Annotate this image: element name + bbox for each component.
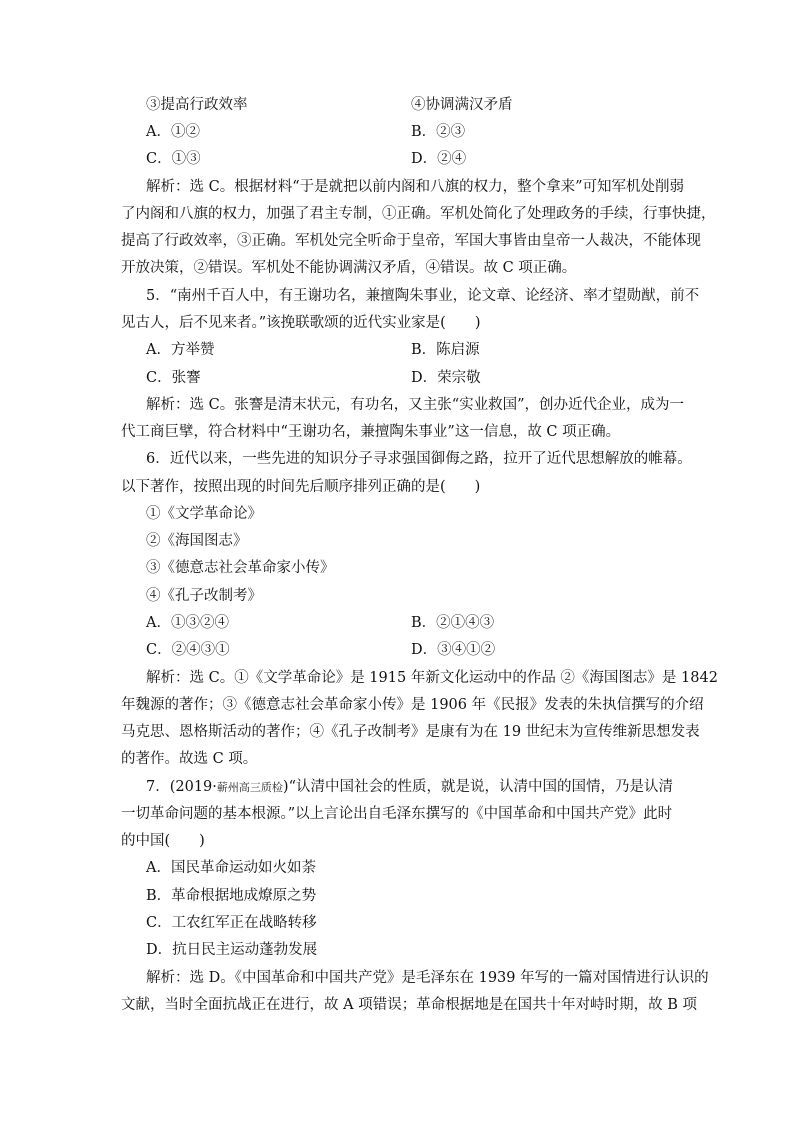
q6-analysis-line: 的著作。故选 C 项。 <box>121 751 258 767</box>
q4-analysis-line: 提高了行政效率，③正确。军机处完全听命于皇帝，军国大事皆由皇帝一人裁决，不能体现 <box>121 233 701 249</box>
q7-stem-text: )“认清中国社会的性质，就是说，认清中国的国情，乃是认清 <box>282 779 673 795</box>
q6-choice-a: A．①③②④ <box>146 615 229 631</box>
q4-option-3: ③提高行政效率 <box>146 97 248 113</box>
q4-choice-b: B．②③ <box>411 124 466 140</box>
q7-analysis-line: 解析：选 D。《中国革命和中国共产党》是毛泽东在 1939 年写的一篇对国情进行认识的 <box>146 970 709 986</box>
q6-item: ①《文学革命论》 <box>146 506 262 522</box>
q5-choice-a: A．方举赞 <box>146 342 215 358</box>
q5-choice-d: D．荣宗敬 <box>411 370 481 386</box>
q4-choice-c: C．①③ <box>146 151 201 167</box>
q6-analysis-line: 年魏源的著作；③《德意志社会革命家小传》是 1906 年《民报》发表的朱执信撰写的介绍 <box>121 697 704 713</box>
q7-stem-first-line <box>146 777 673 798</box>
q6-stem-line: 6．近代以来，一些先进的知识分子寻求强国御侮之路，拉开了近代思想解放的帷幕。 <box>146 451 692 467</box>
q5-choice-c: C．张謇 <box>146 370 201 386</box>
q6-choice-c: C．②④③① <box>146 642 230 658</box>
q7-source-tag: 蕲州高三质检 <box>216 781 283 794</box>
q6-choice-d: D．③④①② <box>411 642 496 658</box>
q4-option-4: ④协调满汉矛盾 <box>411 97 513 113</box>
q7-number: 7．(2019· <box>146 779 217 795</box>
q4-analysis-line: 解析：选 C。根据材料“于是就把以前内阁和八旗的权力，整个拿来”可知军机处削弱 <box>146 179 685 195</box>
q4-choice-a: A．①② <box>146 124 200 140</box>
q6-analysis-line: 马克思、恩格斯活动的著作；④《孔子改制考》是康有为在 19 世纪末为宣传维新思想发表 <box>121 724 700 740</box>
q5-stem-line: 见古人，后不见来者。”该挽联歌颂的近代实业家是( ) <box>121 315 481 331</box>
q5-analysis-line: 解析：选 C。张謇是清末状元，有功名，又主张“实业救国”，创办近代企业，成为一 <box>146 397 685 413</box>
q7-choice-d: D．抗日民主运动蓬勃发展 <box>146 942 318 958</box>
q6-item: ②《海国图志》 <box>146 533 248 549</box>
q6-stem-line: 以下著作，按照出现的时间先后顺序排列正确的是( ) <box>121 479 481 495</box>
q6-choice-b: B．②①④③ <box>411 615 495 631</box>
q6-item: ④《孔子改制考》 <box>146 588 262 604</box>
q7-stem-line: 一切革命问题的基本根源。”以上言论出自毛泽东撰写的《中国革命和中国共产党》此时 <box>121 806 673 822</box>
q5-stem-line: 5．“南州千百人中，有王谢功名，兼擅陶朱事业，论文章、论经济、率才望勋猷，前不 <box>146 288 700 304</box>
q7-choice-a: A．国民革命运动如火如荼 <box>146 860 316 876</box>
q7-analysis-line: 文献，当时全面抗战正在进行，故 A 项错误；革命根据地是在国共十年对峙时期，故 B 项 <box>121 997 698 1013</box>
q6-item: ③《德意志社会革命家小传》 <box>146 560 335 576</box>
q7-stem-line: 的中国( ) <box>121 833 205 849</box>
q5-choice-b: B．陈启源 <box>411 342 480 358</box>
q5-analysis-line: 代工商巨擘，符合材料中“王谢功名，兼擅陶朱事业”这一信息，故 C 项正确。 <box>121 424 621 440</box>
q4-analysis-line: 开放决策，②错误。军机处不能协调满汉矛盾，④错误。故 C 项正确。 <box>121 260 577 276</box>
q7-choice-b: B．革命根据地成燎原之势 <box>146 888 317 904</box>
q4-choice-d: D．②④ <box>411 151 467 167</box>
q4-analysis-line: 了内阁和八旗的权力，加强了君主专制，①正确。军机处简化了处理政务的手续，行事快捷， <box>121 206 716 222</box>
q6-analysis-line: 解析：选 C。①《文学革命论》是 1915 年新文化运动中的作品 ②《海国图志》是 1842 <box>146 670 718 686</box>
q7-choice-c: C．工农红军正在战略转移 <box>146 915 317 931</box>
